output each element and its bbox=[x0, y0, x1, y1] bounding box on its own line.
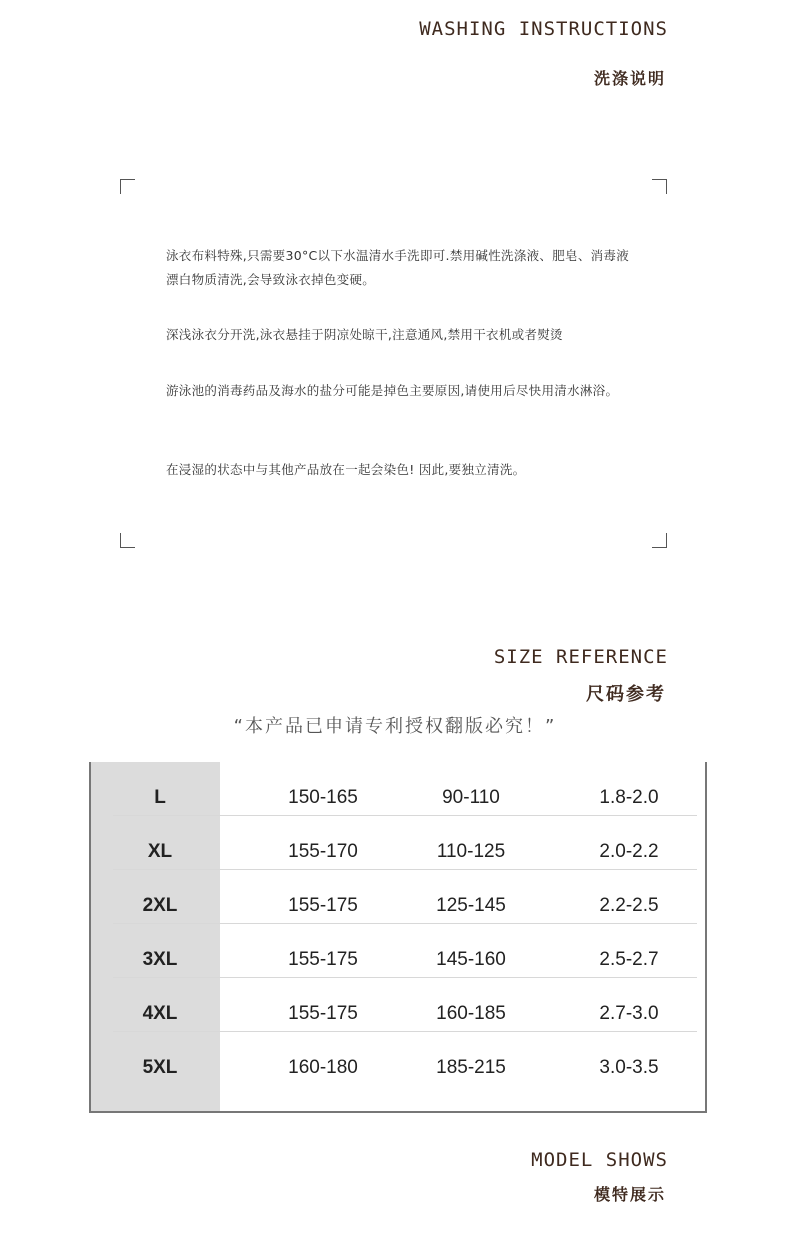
range-value: 2.7-3.0 bbox=[599, 1003, 659, 1024]
height-value: 160-180 bbox=[288, 1057, 358, 1078]
size-label: 2XL bbox=[142, 895, 178, 916]
weight-value: 90-110 bbox=[442, 787, 500, 808]
weight-value: 125-145 bbox=[436, 895, 506, 916]
range-value: 2.0-2.2 bbox=[599, 841, 659, 862]
height-value: 155-175 bbox=[288, 1003, 358, 1024]
washing-title-en: WASHING INSTRUCTIONS bbox=[419, 18, 668, 40]
washing-paragraph-2: 深浅泳衣分开洗,泳衣悬挂于阴凉处晾干,注意通风,禁用干衣机或者熨烫 bbox=[166, 327, 563, 342]
weight-value: 185-215 bbox=[436, 1057, 506, 1078]
height-value: 150-165 bbox=[288, 787, 358, 808]
size-table bbox=[89, 762, 707, 1113]
size-title-cn: 尺码参考 bbox=[586, 684, 666, 705]
height-value: 155-175 bbox=[288, 949, 358, 970]
frame-corner-top-left bbox=[120, 179, 135, 194]
size-title-en: SIZE REFERENCE bbox=[493, 646, 668, 668]
washing-paragraph-3: 游泳池的消毒药品及海水的盐分可能是掉色主要原因,请使用后尽快用清水淋浴。 bbox=[166, 383, 619, 398]
frame-corner-top-right bbox=[652, 179, 667, 194]
range-value: 2.5-2.7 bbox=[599, 949, 659, 970]
washing-paragraph-1: 泳衣布料特殊,只需要30°C以下水温清水手洗即可.禁用碱性洗涤液、肥皂、消毒液漂白物质清洗,会导致泳衣掉色变硬。 bbox=[166, 248, 630, 287]
size-label: 3XL bbox=[142, 949, 178, 970]
table-row bbox=[91, 762, 705, 816]
weight-value: 145-160 bbox=[436, 949, 506, 970]
frame-corner-bottom-left bbox=[120, 533, 135, 548]
height-value: 155-170 bbox=[288, 841, 358, 862]
washing-paragraph-4: 在浸湿的状态中与其他产品放在一起会染色! 因此,要独立清洗。 bbox=[166, 462, 526, 477]
range-value: 1.8-2.0 bbox=[599, 787, 659, 808]
weight-value: 110-125 bbox=[436, 841, 506, 862]
size-label: 4XL bbox=[142, 1003, 178, 1024]
frame-corner-bottom-right bbox=[652, 533, 667, 548]
table-row bbox=[91, 816, 705, 870]
model-title-en: MODEL SHOWS bbox=[531, 1149, 668, 1171]
table-row bbox=[91, 1032, 705, 1086]
washing-title-cn: 洗涤说明 bbox=[593, 69, 666, 88]
table-row bbox=[91, 924, 705, 978]
range-value: 2.2-2.5 bbox=[599, 895, 659, 916]
height-value: 155-175 bbox=[288, 895, 358, 916]
model-title-cn: 模特展示 bbox=[593, 1185, 666, 1204]
size-label: XL bbox=[147, 841, 173, 862]
table-row bbox=[91, 870, 705, 924]
size-label: L bbox=[154, 787, 166, 808]
table-row bbox=[91, 978, 705, 1032]
weight-value: 160-185 bbox=[436, 1003, 506, 1024]
copyright-notice: “本产品已申请专利授权翻版必究！” bbox=[233, 716, 557, 737]
size-label: 5XL bbox=[142, 1057, 178, 1078]
range-value: 3.0-3.5 bbox=[599, 1057, 659, 1078]
